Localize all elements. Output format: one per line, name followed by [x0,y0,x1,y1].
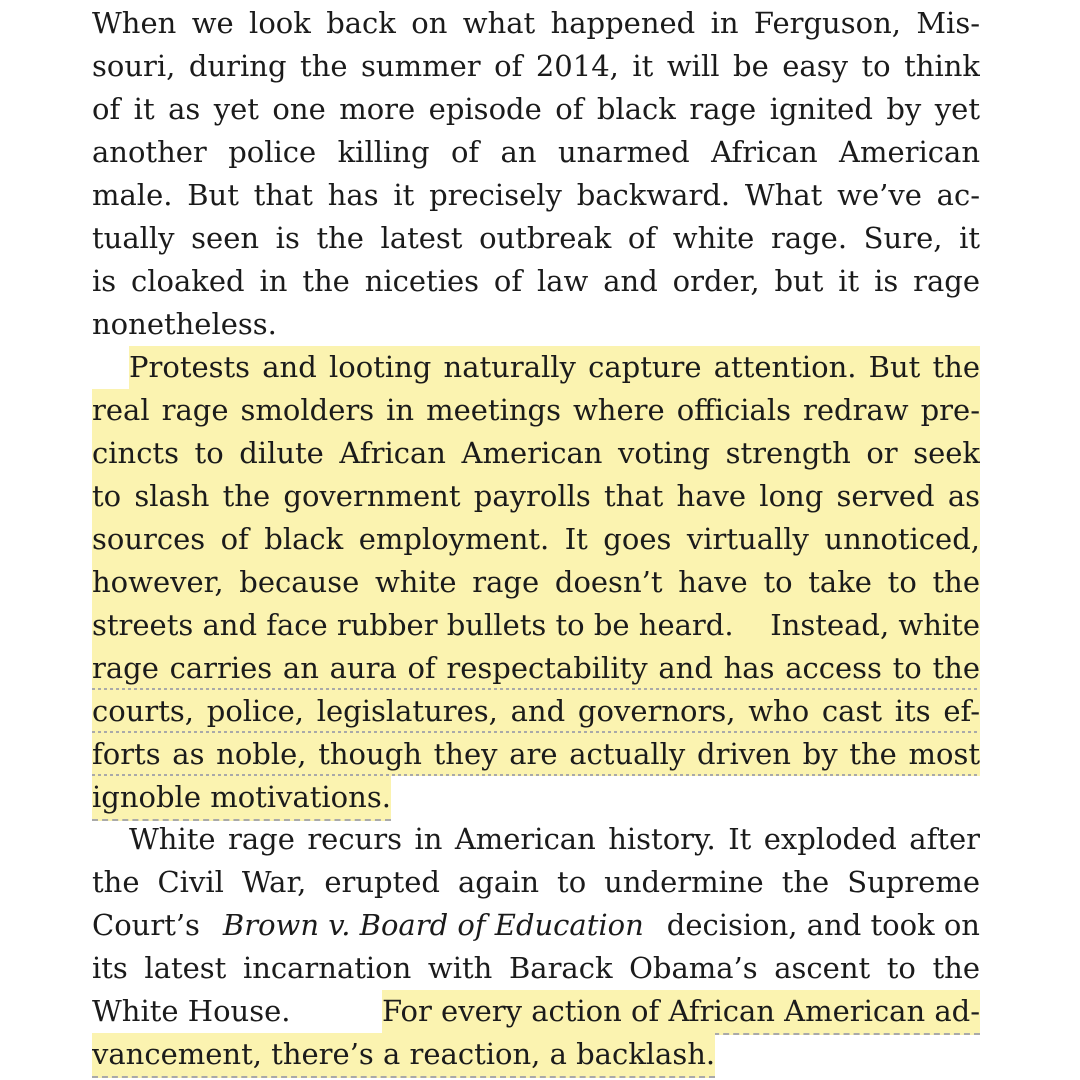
highlight[interactable]: cincts to dilute African American voting strength or seek [92,436,980,470]
text-line [92,131,980,174]
text-line [92,818,980,861]
line-text: souri, during the summer of 2014, it will be easy to think [92,49,980,83]
highlighted-line[interactable] [92,432,980,475]
text-line [92,217,980,260]
popular-highlight[interactable]: Instead, white [770,604,980,649]
popular-highlighted-line[interactable] [92,776,980,819]
line-text: tually seen is the latest outbreak of white rage. Sure, it [92,221,980,255]
text-line [92,990,980,1033]
text-line [92,861,980,904]
highlight[interactable]: streets and face rubber bullets to be heard. [92,608,734,642]
line-text: When we look back on what happened in Ferguson, Mis- [92,6,980,40]
line-text: Court’s [92,908,200,942]
highlighted-line[interactable] [92,389,980,432]
highlight[interactable]: Protests and looting naturally capture attention. But the [129,346,980,389]
highlight[interactable]: sources of black employment. It goes virtually unnoticed, [92,522,980,556]
text-line [92,260,980,303]
highlight[interactable]: to slash the government payrolls that have long served as [92,479,980,513]
highlighted-line[interactable] [92,604,980,647]
text-line [92,947,980,990]
line-text: nonetheless. [92,307,277,341]
popular-highlight[interactable]: For every action of African American ad- [382,990,980,1035]
line-text: White rage recurs in American history. It exploded after [129,822,980,856]
highlighted-line[interactable] [92,346,980,389]
line-text: White House. [92,994,291,1028]
text-line [92,88,980,131]
highlighted-line[interactable] [92,475,980,518]
text-line [92,303,980,346]
line-text: its latest incarnation with Barack Obama’s ascent to the [92,951,980,985]
text-line [92,45,980,88]
line-text: is cloaked in the niceties of law and order, but it is rage [92,264,980,298]
highlight[interactable]: real rage smolders in meetings where officials redraw pre- [92,393,980,427]
popular-highlight[interactable]: ignoble motivations. [92,776,391,821]
ebook-page [92,0,980,1080]
line-text: of it as yet one more episode of black rage ignited by yet [92,92,980,126]
popular-highlighted-line[interactable] [92,1033,980,1076]
popular-highlight[interactable]: courts, police, legislatures, and governors, who cast its ef- [92,694,980,728]
line-text: male. But that has it precisely backward. What we’ve ac- [92,178,980,212]
text-line [92,174,980,217]
popular-highlighted-line[interactable] [92,690,980,733]
popular-highlighted-line[interactable] [92,733,980,776]
highlight[interactable]: however, because white rage doesn’t have to take to the [92,565,980,599]
book-title-italic: Brown v. Board of Education [222,908,644,942]
highlighted-line[interactable] [92,561,980,604]
popular-highlight[interactable]: rage carries an aura of respectability and has access to the [92,651,980,685]
popular-highlight[interactable]: forts as noble, though they are actually driven by the most [92,737,980,771]
line-text: decision, and took on [666,908,980,942]
text-line [92,904,980,947]
text-line [92,2,980,45]
line-text: another police killing of an unarmed African American [92,135,980,169]
highlighted-line[interactable] [92,518,980,561]
popular-highlighted-line[interactable] [92,647,980,690]
popular-highlight[interactable]: vancement, there’s a reaction, a backlash. [92,1033,715,1078]
line-text: the Civil War, erupted again to undermine the Supreme [92,865,980,899]
